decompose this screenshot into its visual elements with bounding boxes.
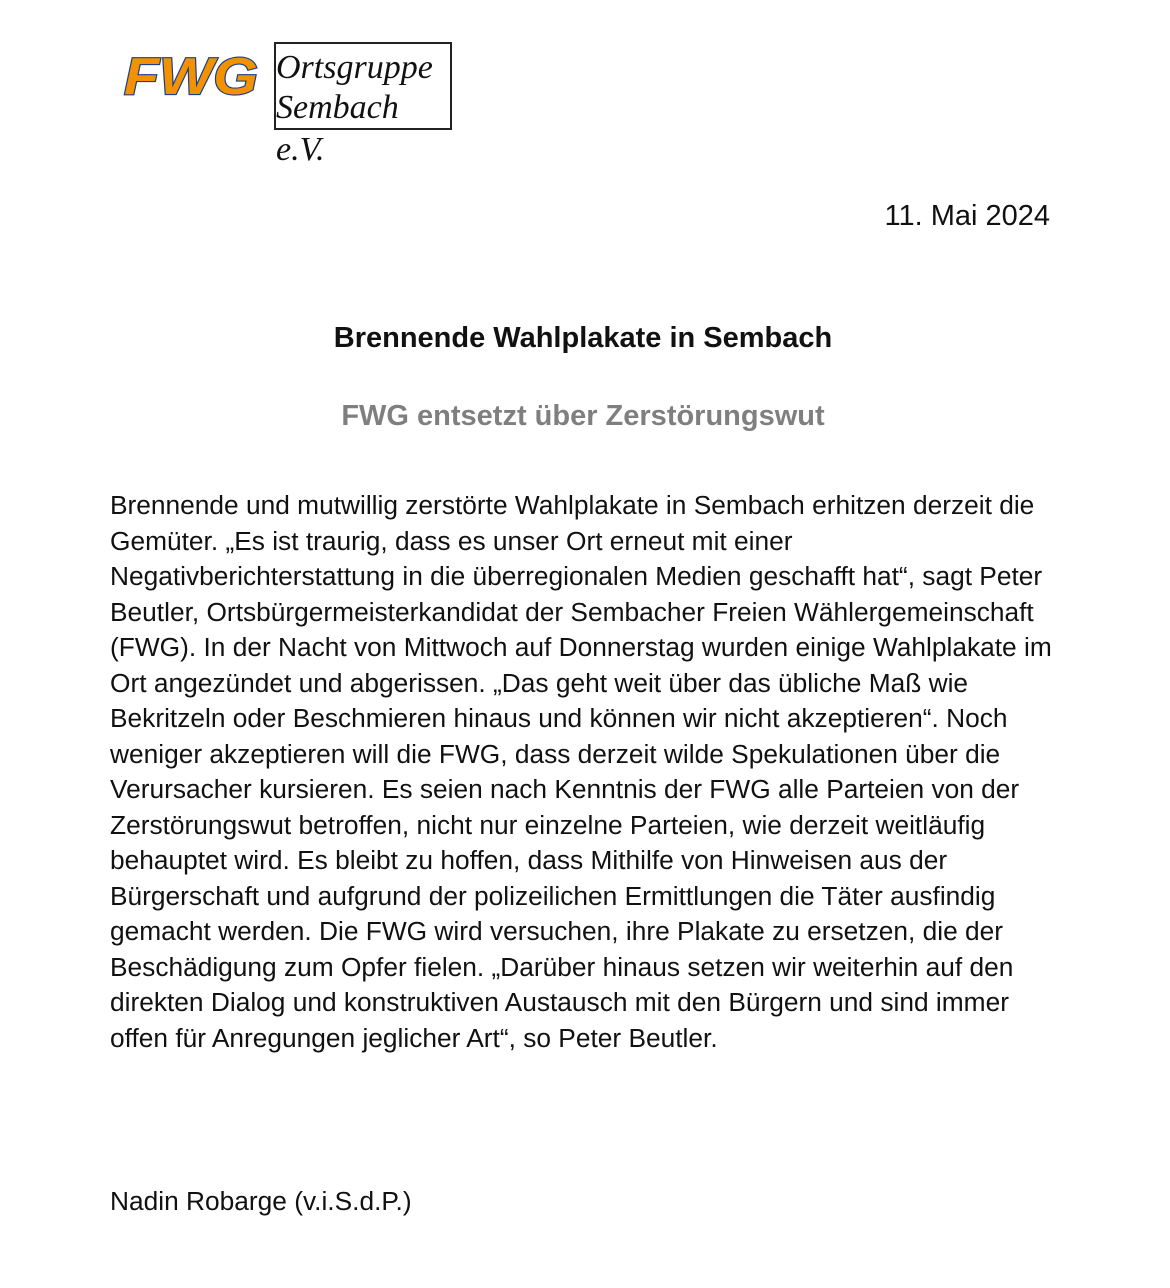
organization-line: e.V. [276, 131, 325, 168]
fwg-logo [122, 46, 262, 102]
body-paragraph: Brennende und mutwillig zerstörte Wahlplakate in Sembach erhitzen derzeit die Gemüter. „Es ist traurig, dass es unser Ort erneut mit einer Negativberichterstattung in die überregionalen Medien geschafft hat“, sagt Peter Beutler, Ortsbürgermeisterkandidat der Sembacher Freien Wählergemeinschaft (FWG). In der Nacht von Mittwoch auf Donnerstag wurden einige Wahlplakate im Ort angezündet und abgerissen. „Das geht weit über das übliche Maß wie Bekritzeln oder Beschmieren hinaus und können wir nicht akzeptieren“. Noch weniger akzeptieren will die FWG, dass derzeit wilde Spekulationen über die Verursacher kursieren. Es seien nach Kenntnis der FWG alle Parteien von der Zerstörungswut betroffen, nicht nur einzelne Parteien, wie derzeit weitläufig behauptet wird. Es bleibt zu hoffen, dass Mithilfe von Hinweisen aus der Bürgerschaft und aufgrund der polizeilichen Ermittlungen die Täter ausfindig gemacht werden. Die FWG wird versuchen, ihre Plakate zu ersetzen, die der Beschädigung zum Opfer fielen. „Darüber hinaus setzen wir weiterhin auf den direkten Dialog und konstruktiven Austausch mit den Bürgern und sind immer offen für Anregungen jeglicher Art“, so Peter Beutler. [110, 490, 1052, 1053]
press-release-date: 11. Mai 2024 [884, 200, 1050, 232]
fwg-logo-text: FWG [124, 48, 258, 102]
subheadline: FWG entsetzt über Zerstörungswut [341, 400, 825, 432]
organization-line: Ortsgruppe [276, 49, 433, 86]
organization-line: Sembach [276, 89, 399, 126]
signature: Nadin Robarge (v.i.S.d.P.) [110, 1186, 412, 1216]
headline: Brennende Wahlplakate in Sembach [333, 322, 833, 354]
